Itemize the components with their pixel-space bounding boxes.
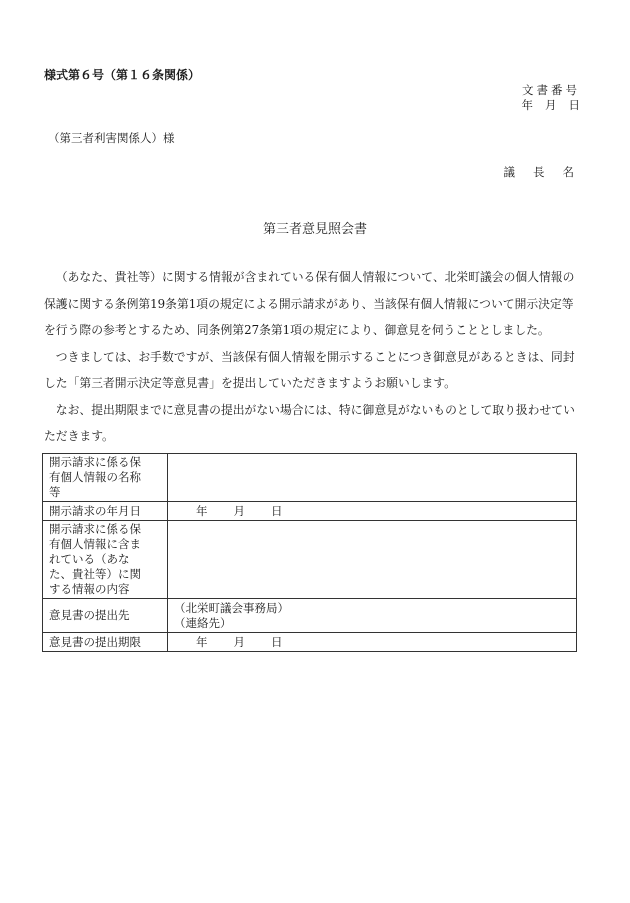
table-row <box>43 521 577 599</box>
addressee: （第三者利害関係人）様 <box>48 131 175 145</box>
submission-contact: （連絡先） <box>174 615 232 630</box>
month-label: 月 <box>233 503 245 518</box>
row-label: 開示請求の年月日 <box>43 502 168 521</box>
table-row <box>43 599 577 633</box>
submission-office: （北栄町議会事務局） <box>174 600 289 615</box>
year-label: 年 <box>196 634 208 649</box>
row-label <box>43 521 168 599</box>
row-label <box>43 454 168 502</box>
table-row <box>43 502 577 521</box>
document-number-label: 文書番号 <box>522 83 580 97</box>
year-label: 年 <box>196 503 208 518</box>
form-number: 様式第６号（第１６条関係） <box>44 68 201 82</box>
date-day-label: 日 <box>568 98 580 112</box>
sender-title-char-1: 議 <box>503 165 515 179</box>
day-label: 日 <box>271 503 283 518</box>
row-label: 意見書の提出期限 <box>43 633 168 652</box>
sender-name <box>486 164 575 180</box>
info-table <box>42 453 577 652</box>
row-value-empty <box>168 454 577 502</box>
table-row <box>43 454 577 502</box>
body-paragraph: なお、提出期限までに意見書の提出がない場合には、特に御意見がないものとして取り扱わせていただきます。 <box>44 402 575 443</box>
row-value-empty <box>168 521 577 599</box>
submission-destination-value <box>168 599 577 633</box>
deadline-date-value <box>168 633 577 652</box>
day-label: 日 <box>271 634 283 649</box>
row-label-text: 開示請求に係る保有個人情報の名称等 <box>49 455 141 499</box>
document-date <box>510 97 581 113</box>
date-month-label: 月 <box>545 98 557 112</box>
month-label: 月 <box>233 634 245 649</box>
request-date-value <box>168 502 577 521</box>
body-text <box>44 264 582 450</box>
sender-title-char-3: 名 <box>562 165 574 179</box>
table-row <box>43 633 577 652</box>
document-title: 第三者意見照会書 <box>262 222 367 237</box>
body-paragraph: つきましては、お手数ですが、当該保有個人情報を開示することにつき御意見があるときは、同封した「第三者開示決定等意見書」を提出していただきますようお願いします。 <box>44 349 575 390</box>
sender-title-char-2: 長 <box>533 165 545 179</box>
row-label: 意見書の提出先 <box>43 599 168 633</box>
body-paragraph: （あなた、貴社等）に関する情報が含まれている保有個人情報について、北栄町議会の個人情報の保護に関する条例第19条第1項の規定による開示請求があり、当該保有個人情報について開示決定等を行う際の参考とするため、同条例第27条第1項の規定により、御意見を伺うこととしました。 <box>44 270 575 337</box>
row-label-text: 開示請求に係る保有個人情報に含まれている（あなた、貴社等）に関する情報の内容 <box>49 522 141 596</box>
date-year-label: 年 <box>521 98 533 112</box>
